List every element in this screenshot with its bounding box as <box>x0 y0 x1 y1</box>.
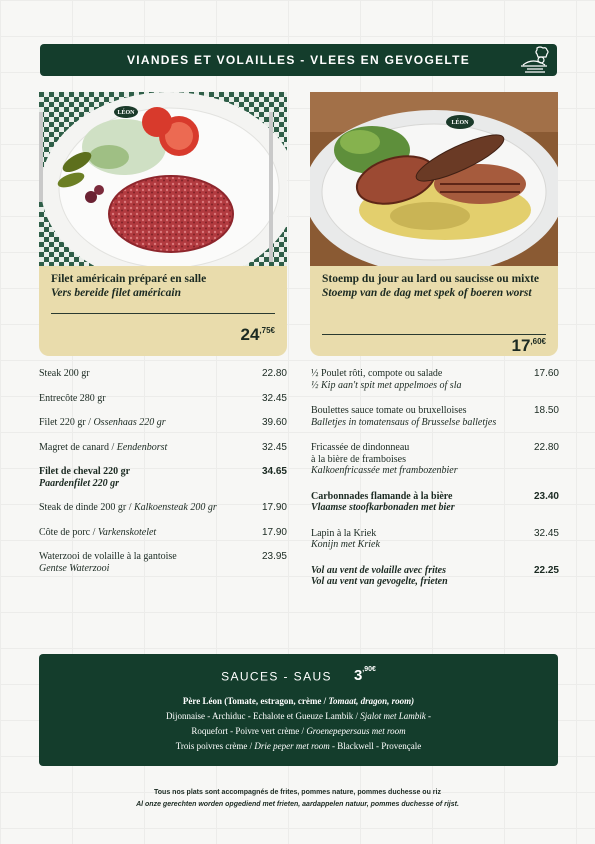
item-name-nl: Varkenskotelet <box>97 526 157 538</box>
item-name-fr: Waterzooi de volaille à la gantoise <box>39 551 177 562</box>
menu-item <box>311 368 559 391</box>
item-name-nl: Konijn met Kriek <box>311 539 380 550</box>
price-main: 24 <box>240 325 260 344</box>
menu-item <box>39 527 287 539</box>
menu-item <box>39 502 287 514</box>
menu-item <box>39 417 287 429</box>
sauces-panel <box>39 654 558 766</box>
dish-price <box>512 336 547 356</box>
sauce-line <box>39 739 558 754</box>
item-name-nl: Balletjes in tomatensaus of Brusselse balletjes <box>311 416 497 428</box>
photo-filet-americain <box>39 92 287 266</box>
sauce-fr: Dijonnaise - Archiduc - Echalote et Gueuze Lambik / <box>166 711 361 721</box>
plate-logo: LÉON <box>451 120 469 126</box>
item-price: 39.60 <box>261 417 287 428</box>
divider <box>322 334 546 335</box>
price-decimals: ,90€ <box>362 666 376 674</box>
dish-name-fr: Filet américain préparé en salle <box>51 273 207 285</box>
item-price: 32.45 <box>261 441 287 453</box>
price-decimals: ,60€ <box>530 337 546 346</box>
item-price: 22.80 <box>533 442 559 453</box>
feature-card-stoemp <box>310 266 558 356</box>
sauce-nl: Tomaat, dragon, room) <box>328 696 415 706</box>
item-name-fr: Entrecôte 280 gr <box>39 392 106 404</box>
item-name-fr: Fricassée de dindonneau <box>311 442 410 453</box>
item-price: 22.25 <box>533 564 559 576</box>
item-price: 32.45 <box>261 392 287 404</box>
item-name-fr: Carbonnades flamande à la bière <box>311 490 453 502</box>
menu-item <box>39 393 287 405</box>
dish-name-fr: Stoemp du jour au lard ou saucisse ou mixte <box>322 273 540 285</box>
sauce-nl: Groenepepersaus met room <box>306 726 406 736</box>
menu-item <box>39 368 287 380</box>
feature-card-filet-americain <box>39 266 287 356</box>
sauce-nl: Sjalot met Lambik <box>360 711 426 721</box>
item-name-fr: Magret de canard / <box>39 441 117 453</box>
item-name-fr: Vol au vent de volaille avec frites <box>311 564 446 576</box>
item-name-fr: Filet 220 gr / <box>39 417 94 428</box>
item-name-nl: Eendenborst <box>116 441 168 453</box>
item-price: 22.80 <box>261 368 287 379</box>
sauces-header <box>39 667 558 687</box>
footer-nl: Al onze gerechten worden opgediend met frieten, aardappelen natuur, pommes duchesse of rijst. <box>136 801 459 808</box>
price-main: 3 <box>353 667 363 685</box>
item-name-fr: Steak 200 gr <box>39 368 90 379</box>
menu-item <box>311 405 559 428</box>
item-price: 18.50 <box>533 405 559 416</box>
item-name-nl: Kalkoenfricassée met frambozenbier <box>311 465 458 476</box>
item-name-fr: Steak de dinde 200 gr / <box>39 502 134 513</box>
price-main: 17 <box>511 336 531 355</box>
photo-stoemp <box>310 92 558 266</box>
menu-item <box>39 442 287 454</box>
item-price: 23.95 <box>261 551 287 562</box>
menu-item <box>39 551 287 574</box>
item-name-nl: Vlaamse stoofkarbonaden met bier <box>311 502 455 513</box>
sauce-line <box>39 694 558 709</box>
item-name-nl: ½ Kip aan't spit met appelmoes of sla <box>311 379 462 391</box>
item-name-fr: Lapin à la Kriek <box>311 527 377 539</box>
footer-fr: Tous nos plats sont accompagnés de frites, pommes nature, pommes duchesse ou riz <box>154 789 441 796</box>
menu-item <box>39 466 287 489</box>
item-name-nl: Kalkoensteak 200 gr <box>133 502 217 513</box>
item-price: 34.65 <box>261 466 287 477</box>
menu-item <box>311 565 559 588</box>
sauce-line <box>39 724 558 739</box>
item-name-nl: Ossenhaas 220 gr <box>93 417 166 428</box>
sauce-fr: Trois poivres crème / <box>175 741 255 751</box>
menu-item <box>311 442 559 477</box>
sauces-title: SAUCES - SAUS <box>221 669 332 684</box>
item-price: 17.60 <box>533 368 559 379</box>
sauce-fr: - Blackwell - Provençale <box>329 741 422 751</box>
sauces-list <box>39 694 558 754</box>
plate-logo: LÉON <box>117 110 135 116</box>
item-name-fr-line2: à la bière de framboises <box>311 453 406 465</box>
item-name-nl: Paardenfilet 220 gr <box>39 477 119 489</box>
sauce-fr: - <box>425 711 431 721</box>
menu-item <box>311 491 559 514</box>
sauce-line <box>39 709 558 724</box>
section-title: VIANDES ET VOLAILLES - VLEES EN GEVOGELTE <box>126 53 471 67</box>
item-name-nl: Vol au vent van gevogelte, frieten <box>311 576 448 587</box>
item-name-fr: Boulettes sauce tomate ou bruxelloises <box>311 405 467 416</box>
divider <box>51 313 275 314</box>
dish-name-nl: Stoemp van de dag met spek of boeren worst <box>322 287 532 299</box>
dish-price <box>241 325 276 345</box>
item-name-fr: Côte de porc / <box>39 526 98 538</box>
item-price: 17.90 <box>261 526 287 538</box>
price-decimals: ,75€ <box>259 326 275 335</box>
section-header <box>40 44 557 76</box>
dish-name-nl: Vers bereide filet américain <box>51 287 181 299</box>
sauces-price <box>354 667 376 684</box>
menu-list-right <box>311 368 559 588</box>
sauce-fr: Père Léon (Tomate, estragon, crème / <box>182 696 329 706</box>
menu-item <box>311 528 559 551</box>
item-name-fr: Filet de cheval 220 gr <box>39 466 131 477</box>
sauce-nl: Drie peper met room <box>254 741 330 751</box>
item-price: 32.45 <box>533 527 559 539</box>
item-name-nl: Gentse Waterzooi <box>39 562 110 574</box>
item-price: 17.90 <box>261 502 287 513</box>
footer-note <box>0 787 595 811</box>
item-price: 23.40 <box>533 490 559 502</box>
sauce-fr: Roquefort - Poivre vert crème / <box>191 726 307 736</box>
chef-serving-icon <box>517 45 551 75</box>
menu-list-left <box>39 368 287 574</box>
item-name-fr: ½ Poulet rôti, compote ou salade <box>311 368 443 379</box>
